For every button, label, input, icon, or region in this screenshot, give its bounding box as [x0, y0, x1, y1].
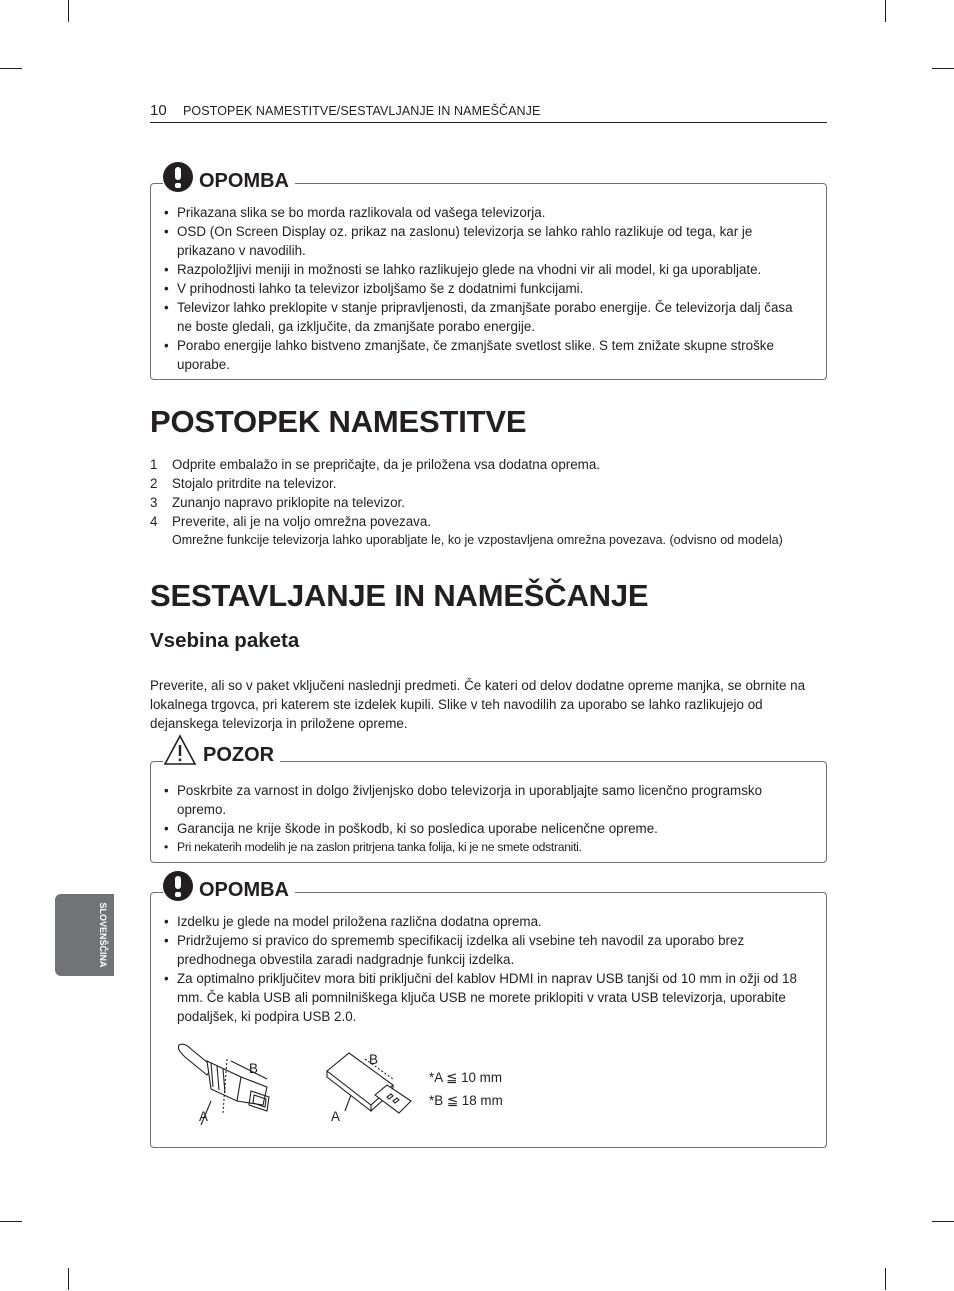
step-number: 1 — [150, 457, 158, 472]
crop-mark — [0, 1221, 22, 1222]
dimension-label-b: B — [369, 1052, 378, 1067]
caution-heading — [163, 736, 280, 766]
dimension-label-a: A — [199, 1109, 208, 1124]
list-item: • OSD (On Screen Display oz. prikaz na zaslonu) televizorja se lahko rahlo razlikuje od tega, kar je prikazano v navodilih. — [177, 222, 806, 260]
step-subnote: Omrežne funkcije televizorja lahko uporabljate le, ko je vzpostavljena omrežna povezava. (odvisno od modela) — [172, 533, 783, 547]
step-item — [150, 455, 840, 474]
exclamation-icon — [163, 162, 193, 192]
note-box — [150, 170, 827, 380]
list-item: • Porabo energije lahko bistveno zmanjšate, če zmanjšate svetlost slike. S tem znižate skupne stroške uporabe. — [177, 336, 806, 374]
dimension-label-b: B — [249, 1061, 258, 1076]
page-number: 10 — [150, 102, 167, 119]
list-item: • Garancija ne krije škode in poškodb, ki so posledica uporabe nelicenčne opreme. — [177, 819, 806, 838]
caution-box — [150, 744, 827, 863]
step-text: Preverite, ali je na voljo omrežna povezava. — [172, 514, 432, 529]
running-title: POSTOPEK NAMESTITVE/SESTAVLJANJE IN NAMEŠČANJE — [183, 104, 541, 118]
caution-title: POZOR — [203, 744, 275, 766]
step-text: Stojalo pritrdite na televizor. — [172, 476, 337, 491]
list-item: • V prihodnosti lahko ta televizor izboljšamo še z dodatnimi funkcijami. — [177, 279, 806, 298]
section-title: SESTAVLJANJE IN NAMEŠČANJE — [150, 578, 649, 613]
list-item: • Pri nekaterih modelih je na zaslon pritrjena tanka folija, ki je ne smete odstraniti. — [177, 838, 806, 857]
section-title: POSTOPEK NAMESTITVE — [150, 404, 527, 439]
crop-mark — [68, 1268, 69, 1290]
crop-mark — [932, 1221, 954, 1222]
step-item — [150, 474, 840, 493]
crop-mark — [68, 0, 69, 22]
page-header — [150, 102, 827, 123]
note-heading — [163, 871, 295, 901]
language-tab-label: SLOVENŠČINA — [98, 902, 108, 968]
exclamation-icon — [163, 871, 193, 901]
note-title: OPOMBA — [199, 170, 289, 192]
size-limit-b: *B ≦ 18 mm — [429, 1093, 503, 1108]
step-item — [150, 512, 840, 549]
crop-mark — [885, 0, 886, 22]
size-limit-a: *A ≦ 10 mm — [429, 1070, 502, 1085]
crop-mark — [932, 68, 954, 69]
step-text: Odprite embalažo in se prepričajte, da je priložena vsa dodatna oprema. — [172, 457, 601, 472]
crop-mark — [885, 1268, 886, 1290]
step-number: 2 — [150, 476, 158, 491]
list-item: • Za optimalno priključitev mora biti priključni del kablov HDMI in naprav USB tanjši od 10 mm in ožji od 18 mm. Če kabla USB ali pomnilniškega ključa USB ne morete priklopiti v vrata USB televizorja, uporabite podaljšek, ki podpira USB 2.0. — [177, 969, 806, 1026]
note-title: OPOMBA — [199, 879, 289, 901]
list-item: • Pridržujemo si pravico do sprememb specifikacij izdelka ali vsebine teh navodil za uporabo brez predhodnega obvestila zaradi nadgradnje funkcij izdelka. — [177, 931, 806, 969]
dimension-label-a: A — [331, 1109, 340, 1124]
step-item — [150, 493, 840, 512]
caution-list — [177, 781, 806, 857]
installation-steps — [150, 455, 840, 549]
list-item: • Televizor lahko preklopite v stanje pripravljenosti, da zmanjšate porabo energije. Če televizorja dalj časa ne boste gledali, ga izključite, da zmanjšate porabo energije. — [177, 298, 806, 336]
step-text: Zunanjo napravo priklopite na televizor. — [172, 495, 405, 510]
warning-triangle-icon — [163, 734, 197, 766]
section-subtitle: Vsebina paketa — [150, 629, 300, 652]
note-box — [150, 879, 827, 1148]
note-list — [177, 912, 806, 1026]
crop-mark — [0, 68, 22, 69]
intro-paragraph: Preverite, ali so v paket vključeni naslednji predmeti. Če kateri od delov dodatne opreme manjka, se obrnite na lokalnega trgovca, pri katerem ste izdelek kupili. Slike v teh navodilih za uporabo se lahko razlikujejo od dejanskega televizorja in priložene opreme. — [150, 678, 806, 731]
list-item: • Izdelku je glede na model priložena različna dodatna oprema. — [177, 912, 806, 931]
list-item: • Razpoložljivi meniji in možnosti se lahko razlikujejo glede na vhodni vir ali model, ki ga uporabljate. — [177, 260, 806, 279]
hdmi-connector-illustration — [171, 1039, 291, 1129]
step-number: 4 — [150, 514, 158, 529]
step-number: 3 — [150, 495, 158, 510]
note-heading — [163, 162, 295, 192]
list-item: • Prikazana slika se bo morda razlikovala od vašega televizorja. — [177, 203, 806, 222]
list-item: • Poskrbite za varnost in dolgo življenjsko dobo televizorja in uporabljajte samo licenčno programsko opremo. — [177, 781, 806, 819]
note-list — [177, 203, 806, 374]
